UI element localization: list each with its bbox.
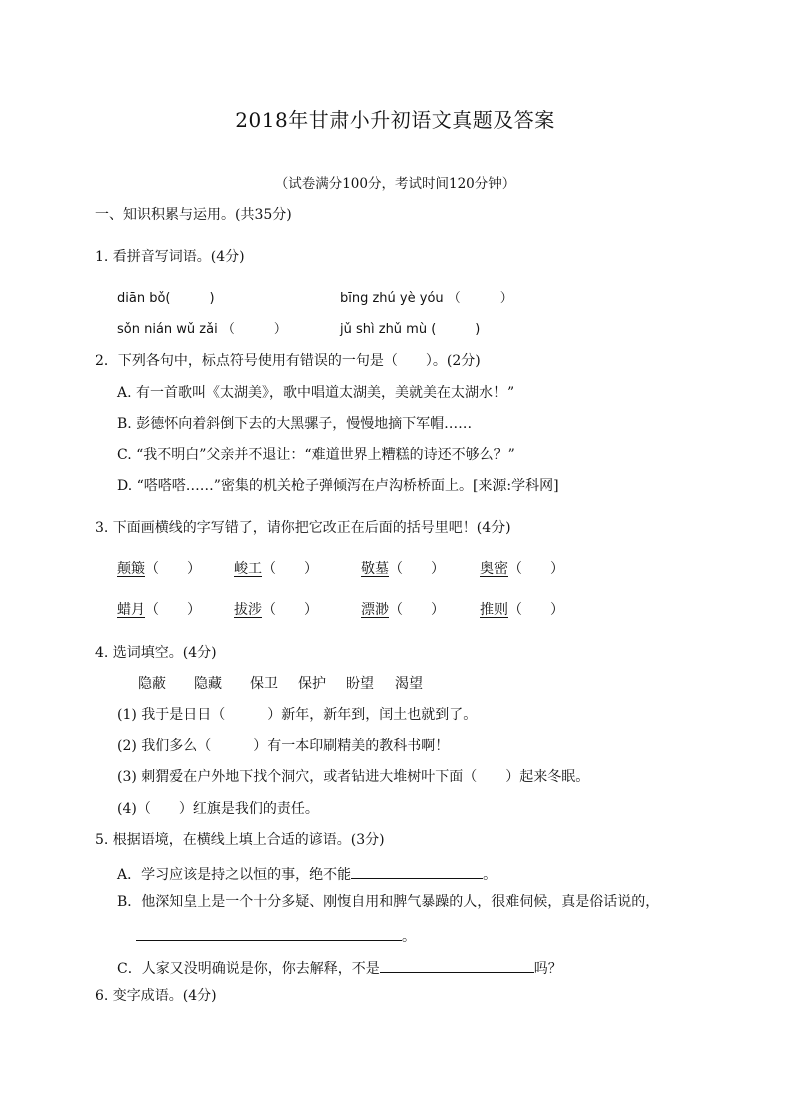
proverb-item-c <box>117 958 562 976</box>
pinyin-item: bīng zhú yè yóu （ ） <box>340 291 513 306</box>
exam-info: （试卷满分100分，考试时间120分钟） <box>274 176 516 192</box>
word-item <box>117 603 201 617</box>
word-text: 拔涉 <box>234 602 262 618</box>
choice-word: 盼望 <box>346 676 374 692</box>
question-6-stem: 6. 变字成语。(4分) <box>95 988 217 1004</box>
answer-bracket: （ ） <box>508 602 564 618</box>
pinyin-item: jǔ shì zhǔ mù ( ) <box>340 322 481 337</box>
word-text: 奥密 <box>480 561 508 577</box>
item-text: 。 <box>483 867 498 883</box>
word-item <box>480 603 564 617</box>
section-heading: 一、知识积累与运用。(共35分) <box>95 207 292 223</box>
proverb-item-a <box>117 864 497 882</box>
answer-blank[interactable] <box>136 926 402 941</box>
option-d: D. “嗒嗒嗒……”密集的机关枪子弹倾泻在卢沟桥桥面上。[来源:学科网] <box>117 478 559 494</box>
answer-bracket: （ ） <box>145 602 201 618</box>
answer-blank[interactable] <box>380 958 534 973</box>
page-title: 2018年甘肃小升初语文真题及答案 <box>235 108 555 132</box>
word-item <box>234 603 318 617</box>
item-text: C．人家又没明确说是你，你去解释，不是 <box>117 961 380 977</box>
choice-word: 保卫 <box>250 676 278 692</box>
fill-item: (3) 刺猬爱在户外地下找个洞穴，或者钻进大堆树叶下面（ ）起来冬眠。 <box>117 769 590 785</box>
word-item <box>361 562 445 576</box>
choice-word: 隐蔽 <box>138 676 166 692</box>
word-text: 峻工 <box>234 561 262 577</box>
item-text: 吗？ <box>533 961 562 977</box>
proverb-item-b: B．他深知皇上是一个十分多疑、刚愎自用和脾气暴躁的人，很难伺候，真是俗话说的， <box>117 894 660 910</box>
pinyin-item: diān bǒ( ) <box>117 291 215 306</box>
word-text: 颠簸 <box>117 561 145 577</box>
answer-bracket: （ ） <box>262 602 318 618</box>
proverb-item-b-blank <box>136 926 416 944</box>
fill-item: (4)（ ）红旗是我们的责任。 <box>117 801 319 817</box>
answer-bracket: （ ） <box>262 561 318 577</box>
word-item <box>117 562 201 576</box>
word-item <box>361 603 445 617</box>
question-1-stem: 1. 看拼音写词语。(4分) <box>95 249 245 265</box>
answer-bracket: （ ） <box>389 602 445 618</box>
fill-item: (2) 我们多么（ ）有一本印刷精美的教科书啊！ <box>117 738 450 754</box>
word-text: 漂渺 <box>361 602 389 618</box>
question-5-stem: 5. 根据语境，在横线上填上合适的谚语。(3分) <box>95 832 385 848</box>
choice-word: 隐藏 <box>194 676 222 692</box>
pinyin-item: sǒn nián wǔ zǎi （ ） <box>117 322 287 337</box>
answer-bracket: （ ） <box>389 561 445 577</box>
question-3-stem: 3. 下面画横线的字写错了，请你把它改正在后面的括号里吧！(4分) <box>95 520 511 536</box>
item-text: A．学习应该是持之以恒的事，绝不能 <box>117 867 352 883</box>
word-text: 敬墓 <box>361 561 389 577</box>
word-item <box>234 562 318 576</box>
option-b: B. 彭德怀向着斜倒下去的大黑骡子，慢慢地摘下军帽…… <box>117 416 473 432</box>
question-4-stem: 4. 选词填空。(4分) <box>95 645 217 661</box>
option-c: C. “我不明白”父亲并不退让：“难道世界上糟糕的诗还不够么？” <box>117 447 515 463</box>
item-text: 。 <box>402 929 416 945</box>
choice-word: 保护 <box>298 676 326 692</box>
word-text: 蜡月 <box>117 602 145 618</box>
question-2-stem: 2．下列各句中，标点符号使用有错误的一句是（ ）。(2分) <box>95 353 481 369</box>
answer-bracket: （ ） <box>145 561 201 577</box>
word-item <box>480 562 564 576</box>
answer-bracket: （ ） <box>508 561 564 577</box>
choice-word: 渴望 <box>395 676 423 692</box>
option-a: A. 有一首歌叫《太湖美》，歌中唱道太湖美，美就美在太湖水！” <box>117 385 515 401</box>
word-text: 推则 <box>480 602 508 618</box>
answer-blank[interactable] <box>351 864 483 879</box>
fill-item: (1) 我于是日日（ ）新年，新年到，闰土也就到了。 <box>117 707 478 723</box>
